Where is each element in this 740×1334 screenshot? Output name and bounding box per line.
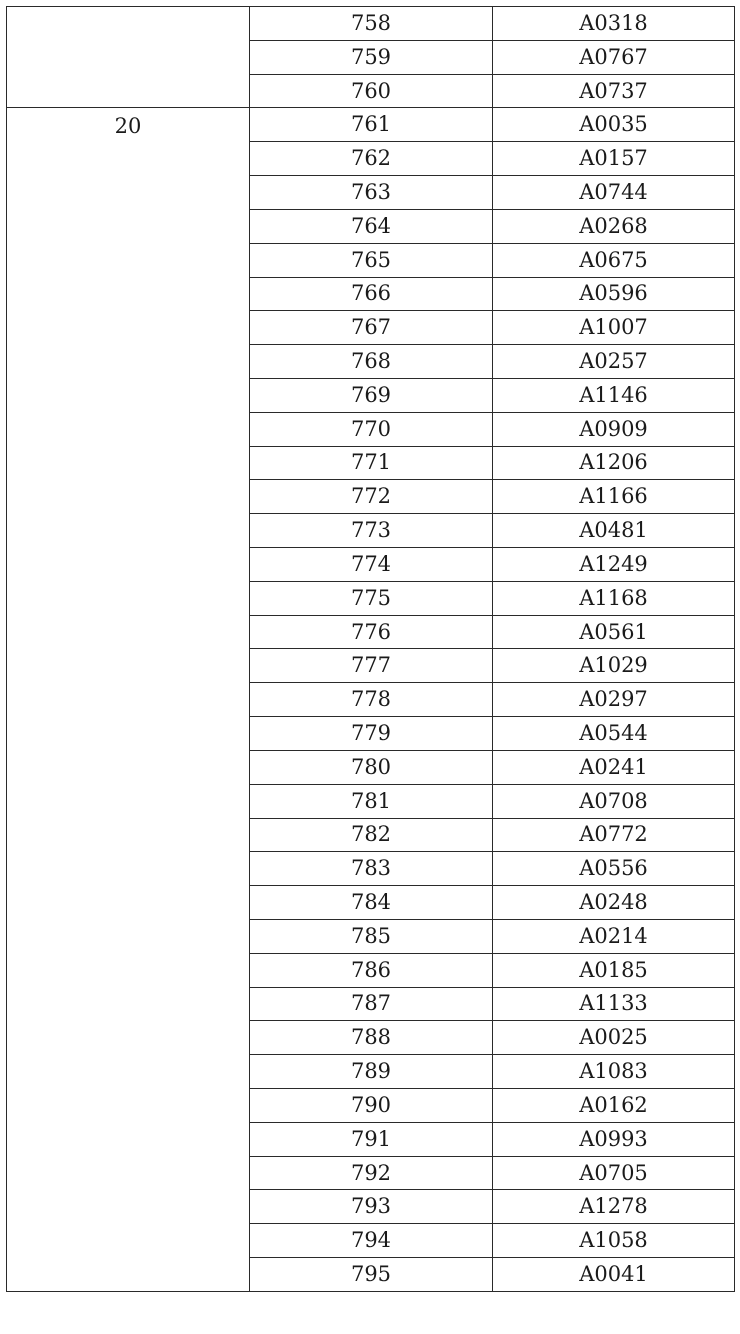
code-cell: A0041 [493,1258,735,1292]
sequence-number-cell: 769 [250,378,493,412]
sequence-number-cell: 761 [250,108,493,142]
code-cell: A0214 [493,919,735,953]
sequence-number-cell: 791 [250,1122,493,1156]
code-cell: A0993 [493,1122,735,1156]
code-cell: A0248 [493,886,735,920]
code-cell: A0318 [493,7,735,41]
sequence-number-cell: 773 [250,514,493,548]
code-cell: A1058 [493,1224,735,1258]
code-cell: A0185 [493,953,735,987]
sequence-number-cell: 788 [250,1021,493,1055]
code-cell: A0297 [493,683,735,717]
table-row [7,108,735,142]
sequence-number-cell: 772 [250,480,493,514]
code-cell: A1133 [493,987,735,1021]
code-cell: A0596 [493,277,735,311]
code-cell: A1146 [493,378,735,412]
table-row [7,7,735,41]
sequence-number-cell: 776 [250,615,493,649]
sequence-number-cell: 758 [250,7,493,41]
sequence-number-cell: 793 [250,1190,493,1224]
sequence-number-cell: 780 [250,750,493,784]
sequence-number-cell: 787 [250,987,493,1021]
sequence-number-cell: 774 [250,548,493,582]
code-cell: A0561 [493,615,735,649]
sequence-number-cell: 789 [250,1055,493,1089]
sequence-number-cell: 794 [250,1224,493,1258]
code-cell: A0772 [493,818,735,852]
sequence-number-cell: 775 [250,581,493,615]
sequence-number-cell: 762 [250,142,493,176]
group-number-cell: 20 [7,108,250,1291]
sequence-number-cell: 783 [250,852,493,886]
sequence-number-cell: 779 [250,717,493,751]
code-cell: A0157 [493,142,735,176]
code-cell: A1168 [493,581,735,615]
sequence-number-cell: 782 [250,818,493,852]
code-cell: A0737 [493,74,735,108]
code-cell: A1029 [493,649,735,683]
sequence-number-cell: 767 [250,311,493,345]
sequence-number-cell: 795 [250,1258,493,1292]
sequence-number-cell: 768 [250,345,493,379]
code-cell: A0268 [493,209,735,243]
code-cell: A0705 [493,1156,735,1190]
sequence-number-cell: 763 [250,176,493,210]
sequence-number-cell: 760 [250,74,493,108]
code-cell: A0162 [493,1089,735,1123]
sequence-number-cell: 790 [250,1089,493,1123]
code-cell: A1206 [493,446,735,480]
sequence-number-cell: 786 [250,953,493,987]
code-cell: A1166 [493,480,735,514]
code-cell: A0025 [493,1021,735,1055]
code-cell: A0257 [493,345,735,379]
code-cell: A1249 [493,548,735,582]
code-cell: A1083 [493,1055,735,1089]
code-cell: A0744 [493,176,735,210]
sequence-number-cell: 785 [250,919,493,953]
code-cell: A0544 [493,717,735,751]
code-cell: A0481 [493,514,735,548]
code-cell: A0909 [493,412,735,446]
code-cell: A0767 [493,40,735,74]
sequence-number-cell: 766 [250,277,493,311]
data-table [6,6,735,1292]
code-cell: A0708 [493,784,735,818]
code-cell: A0035 [493,108,735,142]
code-cell: A0675 [493,243,735,277]
sequence-number-cell: 778 [250,683,493,717]
sequence-number-cell: 765 [250,243,493,277]
sequence-number-cell: 759 [250,40,493,74]
sequence-number-cell: 792 [250,1156,493,1190]
sequence-number-cell: 781 [250,784,493,818]
sequence-number-cell: 771 [250,446,493,480]
sequence-number-cell: 764 [250,209,493,243]
table-body [7,7,735,1292]
sequence-number-cell: 784 [250,886,493,920]
sequence-number-cell: 777 [250,649,493,683]
sequence-number-cell: 770 [250,412,493,446]
code-cell: A0241 [493,750,735,784]
code-cell: A1007 [493,311,735,345]
code-cell: A0556 [493,852,735,886]
code-cell: A1278 [493,1190,735,1224]
group-number-cell [7,7,250,108]
